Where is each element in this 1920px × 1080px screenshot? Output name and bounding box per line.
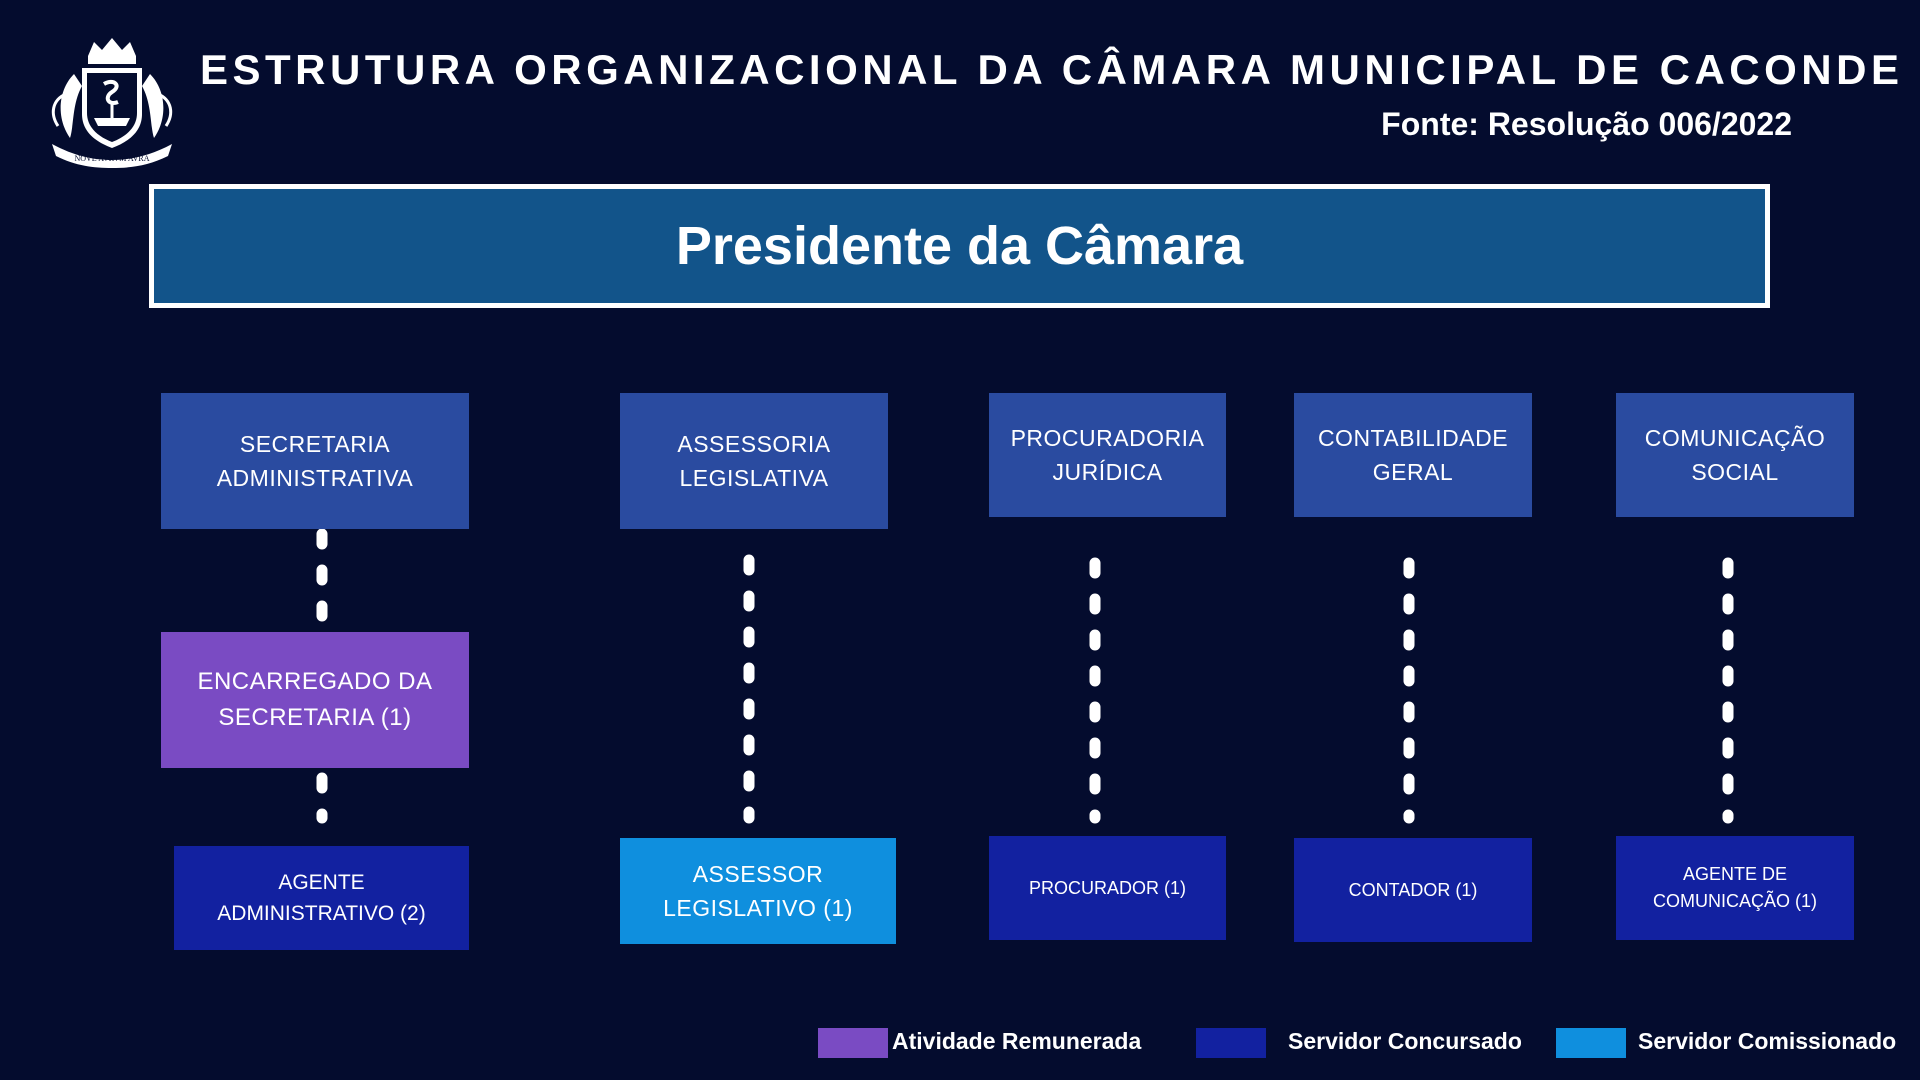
legend-swatch-comissionado — [1556, 1028, 1626, 1058]
department-label: PROCURADORIA JURÍDICA — [1010, 424, 1205, 485]
department-label: ASSESSORIA LEGISLATIVA — [677, 430, 831, 491]
legend-swatch-remunerada — [818, 1028, 888, 1058]
department-label: CONTABILIDADE GERAL — [1317, 424, 1509, 485]
page-title: ESTRUTURA ORGANIZACIONAL DA CÂMARA MUNICIPAL DE CACONDE — [200, 46, 1904, 93]
source-note: Fonte: Resolução 006/2022 — [1381, 106, 1792, 142]
position-label: AGENTE DE COMUNICAÇÃO (1) — [1652, 864, 1817, 911]
position-label: CONTADOR (1) — [1348, 879, 1478, 900]
department-comunicacao — [1616, 393, 1854, 517]
department-label: COMUNICAÇÃO SOCIAL — [1644, 424, 1826, 485]
position-label: ENCARREGADO DA SECRETARIA (1) — [197, 668, 433, 731]
legend-swatch-concursado — [1196, 1028, 1266, 1058]
position-agente-administrativo — [174, 846, 469, 950]
position-assessor-legislativo — [620, 838, 896, 944]
department-label: SECRETARIA ADMINISTRATIVA — [216, 430, 414, 491]
position-agente-comunicacao — [1616, 836, 1854, 940]
legend-label-remunerada: Atividade Remunerada — [892, 1028, 1142, 1054]
legend-label-comissionado: Servidor Comissionado — [1638, 1028, 1897, 1054]
position-encarregado-secretaria — [161, 632, 469, 768]
position-label: ASSESSOR LEGISLATIVO (1) — [663, 860, 853, 921]
svg-text:NOVE AVRVM AVRA: NOVE AVRVM AVRA — [74, 154, 150, 163]
president-label: Presidente da Câmara — [675, 216, 1244, 276]
position-label: AGENTE ADMINISTRATIVO (2) — [217, 870, 426, 925]
department-procuradoria — [989, 393, 1226, 517]
position-procurador — [989, 836, 1226, 940]
department-secretaria — [161, 393, 469, 529]
department-assessoria — [620, 393, 888, 529]
department-contabilidade — [1294, 393, 1532, 517]
position-contador — [1294, 838, 1532, 942]
position-label: PROCURADOR (1) — [1028, 877, 1186, 898]
legend-label-concursado: Servidor Concursado — [1288, 1028, 1522, 1054]
